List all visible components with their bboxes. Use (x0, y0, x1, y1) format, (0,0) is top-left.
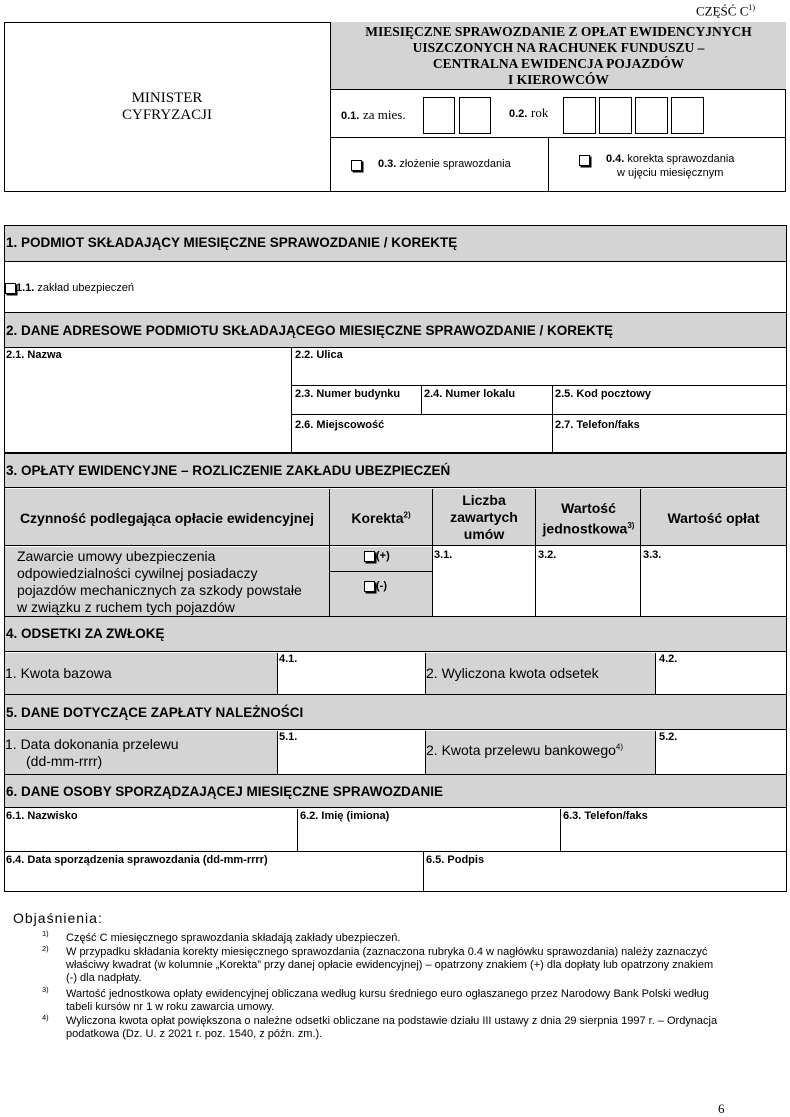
minister-label: MINISTER CYFRYZACJI (121, 90, 213, 123)
year-digit-2[interactable] (599, 97, 632, 134)
field-4-1[interactable]: 4.1. (279, 653, 298, 665)
section-5-header: 5. DANE DOTYCZĄCE ZAPŁATY NALEŻNOŚCI (5, 694, 786, 730)
note-4: Wyliczona kwota opłat powiększona o należne odsetki obliczane na podstawie działu III ustawy z dnia 29 sierpnia 1997 r. – Ordynacja podatkowa (Dz. U. z 2021 r. poz. 1540, z późn. zm.). (66, 1015, 718, 1040)
field-4-2[interactable]: 4.2. (659, 653, 678, 665)
year-digit-1[interactable] (563, 97, 596, 134)
year-digit-3[interactable] (635, 97, 668, 134)
col-correction: Korekta$^{2)}$ (351, 510, 411, 526)
field-0-2-label: 0.2. rok (509, 105, 549, 120)
activity-description: Zawarcie umowy ubezpieczenia odpowiedzialności cywilnej posiadaczy pojazdów mechanicznych za szkody powstałe w związku z ruchem tych pojazdów (17, 548, 302, 615)
note-2: W przypadku składania korekty miesięcznego sprawozdania (zaznaczona rubryka 0.4 w nagłówku sprawozdania) należy zaznaczyć właściwy kwadrat (w kolumnie „Korekta” przy danej opłacie ewidencyjnej) – opatrzony znakiem (+) dla dopłaty lub opatrzony znakiem (-) dla nadpłaty. (66, 946, 714, 984)
part-label: CZĘŚĆ $C^{1)}$ (696, 3, 756, 19)
option-insurer[interactable]: 1.1. zakład ubezpieczeń (5, 282, 134, 294)
correction-plus[interactable]: (+) (364, 550, 390, 562)
month-digit-1[interactable] (423, 97, 455, 134)
field-building-number[interactable]: 2.3. Numer budynku (295, 388, 401, 400)
interest-label-cell: 2. Wyliczona kwota odsetek (425, 653, 656, 694)
field-0-3-label: 0.3. złożenie sprawozdania (378, 158, 511, 170)
field-3-2[interactable]: 3.2. (538, 549, 557, 561)
col-fee-value: Wartość opłat (667, 510, 760, 526)
field-report-date[interactable]: 6.4. Data sporządzenia sprawozdania (dd-mm-rrrr) (6, 854, 268, 866)
correction-minus[interactable]: (-) (364, 580, 387, 592)
col-unit-value: Wartość jednostkowa$^{3)}$ (542, 500, 635, 537)
col-contract-count: Liczba zawartych umów (450, 492, 518, 542)
field-phone-fax[interactable]: 2.7. Telefon/faks (555, 419, 640, 431)
section-2-header: 2. DANE ADRESOWE PODMIOTU SKŁADAJĄCEGO MIESIĘCZNE SPRAWOZDANIE / KOREKTĘ (5, 312, 786, 348)
field-5-1[interactable]: 5.1. (279, 731, 298, 743)
note-2-number: 2) (42, 944, 49, 953)
field-apartment-number[interactable]: 2.4. Numer lokalu (424, 388, 516, 400)
year-digit-4[interactable] (671, 97, 704, 134)
section-4-header: 4. ODSETKI ZA ZWŁOKĘ (5, 616, 786, 652)
report-title: MIESIĘCZNE SPRAWOZDANIE Z OPŁAT EWIDENCYJNYCH UISZCZONYCH NA RACHUNEK FUNDUSZU – CENTRALNA EWIDENCJA POJAZDÓW I KIEROWCÓW (330, 22, 786, 90)
field-signature[interactable]: 6.5. Podpis (426, 854, 485, 866)
page-number: 6 (718, 1101, 725, 1116)
transfer-amount-label-cell: 2. Kwota przelewu bankowego$^{4)}$ (425, 731, 656, 774)
field-contact-phone[interactable]: 6.3. Telefon/faks (563, 810, 648, 822)
col-activity: Czynność podlegająca opłacie ewidencyjnej (19, 510, 315, 526)
note-3-number: 3) (42, 985, 49, 994)
section-3-header: 3. OPŁATY EWIDENCYJNE – ROZLICZENIE ZAKŁADU UBEZPIECZEŃ (5, 454, 786, 488)
checkbox-submission[interactable] (351, 157, 365, 175)
field-0-1-label: 0.1. za mies. (341, 107, 406, 122)
section-1-header: 1. PODMIOT SKŁADAJĄCY MIESIĘCZNE SPRAWOZDANIE / KOREKTĘ (5, 226, 786, 262)
field-3-1[interactable]: 3.1. (434, 549, 453, 561)
note-1: Część C miesięcznego sprawozdania składają zakłady ubezpieczeń. (66, 932, 401, 944)
field-first-name[interactable]: 6.2. Imię (imiona) (300, 810, 390, 822)
field-city[interactable]: 2.6. Miejscowość (295, 419, 385, 431)
checkbox-correction[interactable] (579, 152, 593, 170)
note-3: Wartość jednostkowa opłaty ewidencyjnej obliczana według kursu średniego euro ogłaszanego przez Narodowy Bank Polski według tabeli kursów nr 1 w roku zawarcia umowy. (66, 988, 709, 1013)
field-3-3[interactable]: 3.3. (643, 549, 662, 561)
note-1-number: 1) (42, 929, 49, 938)
month-digit-2[interactable] (459, 97, 491, 134)
transfer-date-label-cell: 1. Data dokonania przelewu (dd-mm-rrrr) (5, 731, 277, 774)
field-5-2[interactable]: 5.2. (659, 731, 678, 743)
base-amount-label-cell: 1. Kwota bazowa (5, 653, 277, 694)
field-name[interactable]: 2.1. Nazwa (6, 349, 62, 361)
field-street[interactable]: 2.2. Ulica (295, 349, 343, 361)
field-surname[interactable]: 6.1. Nazwisko (6, 810, 78, 822)
note-4-number: 4) (42, 1013, 49, 1022)
notes-heading: Objaśnienia: (13, 910, 103, 926)
field-0-4-label: 0.4. korekta sprawozdania w ujęciu miesięcznym (606, 153, 735, 179)
section-6-header: 6. DANE OSOBY SPORZĄDZAJĄCEJ MIESIĘCZNE SPRAWOZDANIE (5, 774, 786, 808)
field-postal-code[interactable]: 2.5. Kod pocztowy (555, 388, 651, 400)
